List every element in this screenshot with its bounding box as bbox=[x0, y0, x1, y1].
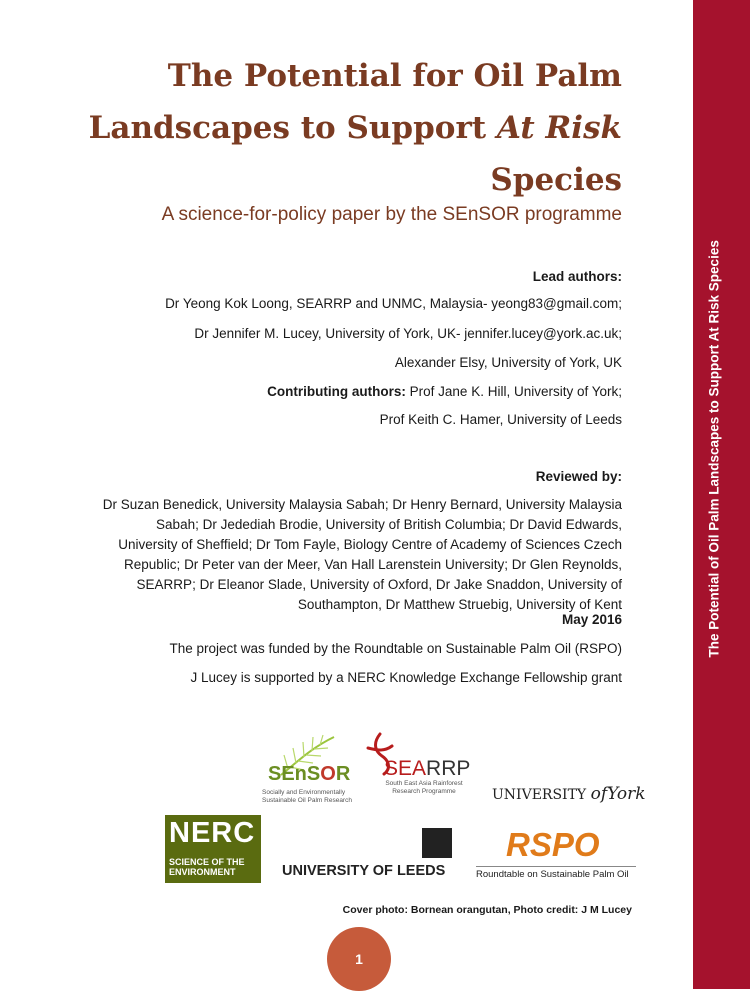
publication-date: May 2016 bbox=[561, 612, 622, 627]
rspo-logo bbox=[476, 826, 636, 886]
sensor-brand-o: O bbox=[320, 763, 336, 785]
sidebar-title: The Potential of Oil Palm Landscapes to Support At Risk Species bbox=[706, 240, 722, 658]
document-title bbox=[62, 50, 622, 206]
leeds-tower-icon bbox=[422, 828, 452, 858]
contributing-authors-line-1 bbox=[267, 384, 622, 399]
funding-statement: The project was funded by the Roundtable on Sustainable Palm Oil (RSPO) bbox=[169, 641, 622, 656]
york-of: of bbox=[590, 784, 608, 804]
reviewers-text: Dr Suzan Benedick, University Malaysia Sabah; Dr Henry Bernard, University Malaysia Sabah; Dr Jedediah Brodie, University of British Columbia; Dr David Edwards, University of Sheffield; Dr Tom Fayle, Biology Centre of Academy of Sciences Czech Republic; Dr Peter van der Meer, Van Hall Larenstein University; Dr Glen Reynolds, SEARRP; Dr Eleanor Slade, University of Oxford, Dr Jake Snaddon, University of Southampton, Dr Matthew Struebig, University of Kent bbox=[102, 497, 622, 612]
reviewed-by-heading: Reviewed by: bbox=[535, 469, 622, 484]
sensor-brand-part: SEnS bbox=[268, 763, 321, 785]
sidebar-band bbox=[693, 0, 750, 989]
title-line-1: The Potential for Oil Palm bbox=[167, 58, 622, 94]
york-university: UNIVERSITY bbox=[492, 787, 591, 803]
searrp-brand-rrp: RRP bbox=[426, 757, 471, 780]
rspo-tagline: Roundtable on Sustainable Palm Oil bbox=[476, 869, 629, 880]
sensor-brand-end: R bbox=[335, 763, 351, 785]
cover-photo-credit: Cover photo: Bornean orangutan, Photo credit: J M Lucey bbox=[342, 904, 632, 916]
nerc-logo bbox=[165, 815, 261, 883]
sensor-brand bbox=[268, 763, 350, 786]
nerc-brand: NERC bbox=[169, 817, 256, 849]
nerc-tagline-1: SCIENCE OF THE bbox=[169, 857, 245, 867]
title-italic: At Risk bbox=[496, 110, 622, 146]
title-line-2: Landscapes to Support bbox=[88, 110, 497, 146]
contributing-authors-label: Contributing authors: bbox=[267, 384, 406, 399]
leeds-logo bbox=[282, 828, 458, 883]
sensor-tagline: Socially and Environmentally Sustainable Oil Palm Research bbox=[262, 789, 352, 804]
searrp-logo bbox=[362, 730, 472, 800]
nerc-tagline bbox=[169, 857, 245, 877]
contributing-author-1: Prof Jane K. Hill, University of York; bbox=[405, 384, 622, 399]
title-line-3: Species bbox=[490, 162, 622, 198]
searrp-brand bbox=[384, 757, 470, 781]
leeds-name: UNIVERSITY OF LEEDS bbox=[282, 863, 446, 879]
lead-author-2: Dr Jennifer M. Lucey, University of York, UK- jennifer.lucey@york.ac.uk; bbox=[194, 326, 622, 341]
nerc-tagline-2: ENVIRONMENT bbox=[169, 867, 236, 877]
york-logo bbox=[492, 784, 646, 804]
lead-author-3: Alexander Elsy, University of York, UK bbox=[394, 355, 622, 370]
york-name: York bbox=[607, 784, 646, 804]
searrp-tagline: South East Asia Rainforest Research Programme bbox=[385, 780, 463, 795]
rspo-divider bbox=[476, 866, 636, 867]
rspo-brand: RSPO bbox=[506, 826, 600, 863]
searrp-brand-sea: SEA bbox=[384, 757, 427, 780]
document-subtitle: A science-for-policy paper by the SEnSOR programme bbox=[161, 204, 622, 225]
lead-authors-heading: Lead authors: bbox=[532, 269, 622, 284]
support-statement: J Lucey is supported by a NERC Knowledge Exchange Fellowship grant bbox=[190, 670, 622, 685]
page-number-badge: 1 bbox=[327, 927, 391, 991]
lead-author-1: Dr Yeong Kok Loong, SEARRP and UNMC, Malaysia- yeong83@gmail.com; bbox=[165, 296, 622, 311]
sensor-logo bbox=[236, 733, 354, 805]
contributing-author-2: Prof Keith C. Hamer, University of Leeds bbox=[379, 412, 622, 427]
